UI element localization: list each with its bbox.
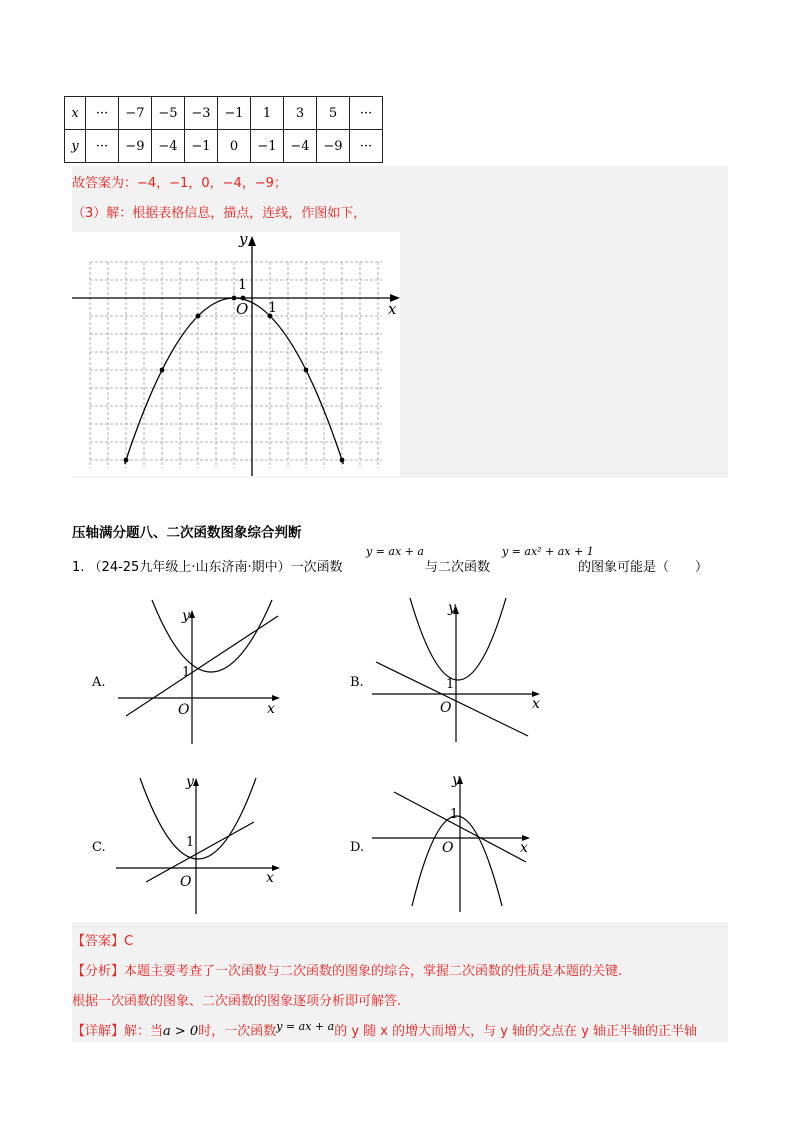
y-axis-label: y [186, 774, 194, 790]
x-axis-label: x [532, 696, 540, 712]
step3-line: （3）解：根据表格信息，描点，连线，作图如下， [72, 206, 367, 221]
parabola-graph-svg [72, 232, 400, 476]
y-axis-label: y [452, 772, 460, 788]
tick-one: 1 [450, 807, 459, 822]
table-cell: −3 [185, 97, 218, 130]
y-axis-arrow-icon [248, 236, 256, 246]
detail-formula: y = ax + a [276, 1020, 335, 1033]
tick-one-x: 1 [268, 300, 277, 316]
question-mid: 与二次函数 [425, 560, 491, 575]
question-source: （24-25九年级上·山东济南·期中）一次函数 [88, 560, 343, 575]
section-heading: 压轴满分题八、二次函数图象综合判断 [72, 525, 302, 541]
tick-one: 1 [186, 835, 195, 850]
point [304, 368, 309, 373]
table-cell: 3 [284, 97, 317, 130]
table-header-y: y [65, 130, 86, 163]
x-axis-label: x [266, 870, 274, 886]
x-axis-label: x [388, 300, 397, 318]
option-b-label[interactable]: B. [350, 675, 364, 690]
formula-linear: y = ax + a [366, 545, 424, 558]
point [124, 458, 129, 463]
option-a-label[interactable]: A. [92, 675, 106, 690]
origin-label: O [442, 840, 454, 856]
option-c-graph[interactable] [112, 770, 292, 920]
question-end: 的图象可能是（ ） [578, 560, 709, 575]
line-curve [126, 616, 278, 716]
detail-text [72, 1020, 697, 1039]
question-text [72, 556, 343, 575]
table-cell: ··· [86, 97, 119, 130]
parabola-graph [72, 232, 400, 476]
table-cell: −4 [152, 130, 185, 163]
table-cell: 5 [317, 97, 350, 130]
answer-line: 故答案为：−4，−1，0，−4，−9； [72, 176, 287, 191]
tick-one-y: 1 [238, 277, 247, 293]
answer-text: 【答案】C [72, 934, 134, 949]
point [160, 368, 165, 373]
question-number: 1. [72, 560, 85, 575]
parabola-curve [410, 598, 506, 680]
origin-label: O [236, 300, 249, 318]
table-cell: 1 [251, 97, 284, 130]
table-cell: −1 [185, 130, 218, 163]
table-cell: −1 [251, 130, 284, 163]
analysis-text: 【分析】本题主要考查了一次函数与二次函数的图象的综合，掌握二次函数的性质是本题的关键. [72, 964, 623, 979]
table-header-x: x [65, 97, 86, 130]
analysis-text-2: 根据一次函数的图象、二次函数的图象逐项分析即可解答. [72, 994, 402, 1009]
x-axis-label: x [520, 840, 528, 856]
table-cell: ··· [350, 130, 383, 163]
table-row-x [65, 97, 383, 130]
option-c-label[interactable]: C. [92, 840, 106, 855]
line-curve [376, 662, 528, 736]
x-axis-label: x [267, 701, 275, 717]
table-cell: −7 [119, 97, 152, 130]
point [196, 314, 201, 319]
origin-label: O [178, 702, 190, 718]
table-cell: −5 [152, 97, 185, 130]
y-axis-label: y [239, 232, 248, 248]
formula-quadratic: y = ax² + ax + 1 [502, 545, 594, 558]
tick-one: 1 [446, 677, 455, 692]
value-table [64, 96, 383, 163]
table-cell: −4 [284, 130, 317, 163]
option-b-graph[interactable] [372, 596, 552, 746]
parabola-curve [140, 778, 256, 859]
point [340, 458, 345, 463]
table-cell: −9 [119, 130, 152, 163]
line-curve [146, 822, 254, 882]
table-cell: ··· [86, 130, 119, 163]
table-cell: −9 [317, 130, 350, 163]
origin-label: O [180, 874, 192, 890]
parabola-curve [152, 600, 272, 672]
table-cell: −1 [218, 97, 251, 130]
parabola-curve [412, 816, 502, 906]
option-a-graph[interactable] [112, 598, 292, 748]
table-cell: 0 [218, 130, 251, 163]
detail-suffix: 的 y 随 x 的增大而增大，与 y 轴的交点在 y 轴正半轴的正半轴 [334, 1024, 698, 1039]
option-d-graph[interactable] [372, 766, 552, 916]
detail-prefix: 【详解】解：当 [72, 1024, 164, 1039]
y-axis-label: y [448, 600, 456, 616]
y-axis-label: y [182, 608, 190, 624]
origin-label: O [440, 700, 452, 716]
option-d-label[interactable]: D. [350, 840, 365, 855]
table-cell: ··· [350, 97, 383, 130]
tick-one: 1 [182, 665, 191, 680]
detail-mid: 时，一次函数 [198, 1024, 277, 1039]
table-row-y [65, 130, 383, 163]
detail-condition: a > 0 [163, 1024, 199, 1039]
